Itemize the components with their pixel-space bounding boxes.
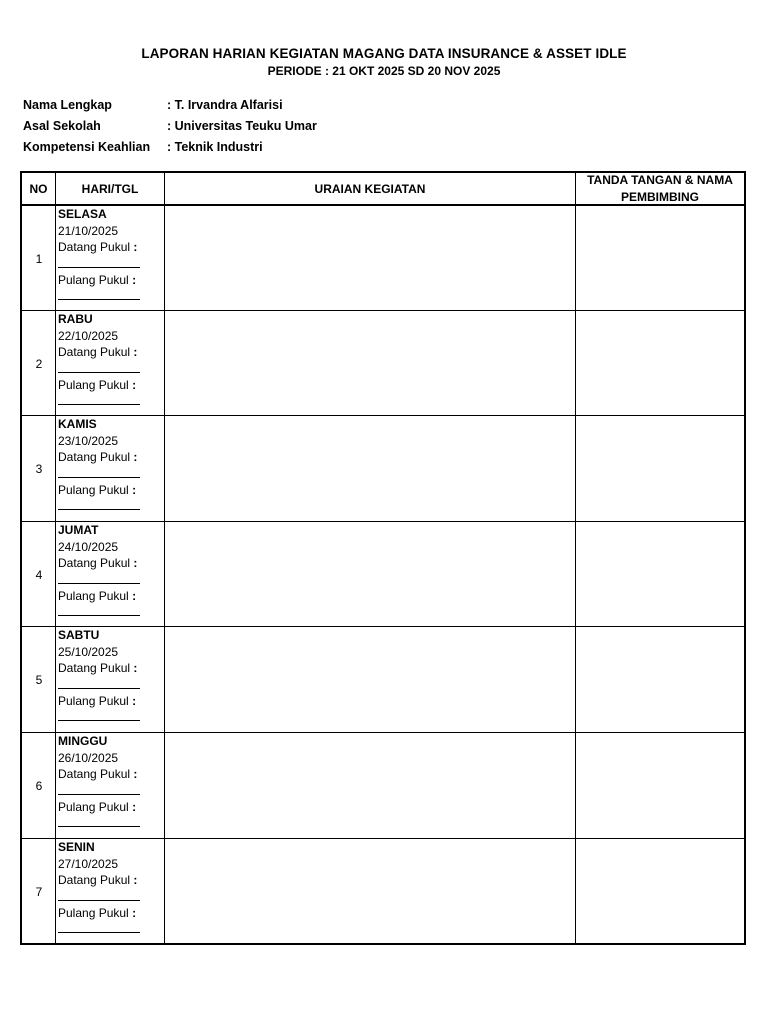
info-value: : Universitas Teuku Umar bbox=[167, 119, 317, 133]
leave-time-blank bbox=[58, 709, 140, 721]
header-signature: TANDA TANGAN & NAMA PEMBIMBING bbox=[587, 173, 733, 204]
header-no: NO bbox=[29, 181, 48, 196]
arrive-label: Datang Pukul bbox=[58, 767, 131, 781]
table-row bbox=[22, 627, 744, 732]
arrive-time-blank bbox=[58, 677, 140, 689]
row-number: 1 bbox=[35, 251, 43, 266]
leave-label: Pulang Pukul bbox=[58, 799, 129, 814]
day-name: JUMAT bbox=[58, 523, 99, 537]
arrive-time-blank bbox=[58, 572, 140, 584]
leave-label: Pulang Pukul bbox=[58, 482, 129, 497]
day-cell: MINGGU 26/10/2025 Datang Pukul : Pulang Pukul : bbox=[58, 733, 140, 831]
info-label: Nama Lengkap bbox=[23, 98, 112, 112]
arrive-time-blank bbox=[58, 361, 140, 373]
row-number: 2 bbox=[35, 356, 43, 371]
header-activity: URAIAN KEGIATAN bbox=[314, 181, 426, 196]
info-label: Asal Sekolah bbox=[23, 119, 101, 133]
arrive-time-blank bbox=[58, 889, 140, 901]
activity-table bbox=[20, 171, 746, 945]
arrive-label: Datang Pukul bbox=[58, 873, 131, 887]
leave-label: Pulang Pukul bbox=[58, 588, 129, 603]
arrive-label: Datang Pukul bbox=[58, 345, 131, 359]
date: 21/10/2025 bbox=[58, 223, 119, 238]
date: 26/10/2025 bbox=[58, 750, 119, 765]
arrive-label: Datang Pukul bbox=[58, 556, 131, 570]
arrive-label: Datang Pukul bbox=[58, 661, 131, 675]
arrive-label: Datang Pukul bbox=[58, 450, 131, 464]
header-day: HARI/TGL bbox=[81, 181, 139, 196]
row-number: 3 bbox=[35, 461, 43, 476]
arrive-time-blank bbox=[58, 466, 140, 478]
day-name: SELASA bbox=[58, 207, 107, 221]
leave-time-blank bbox=[58, 815, 140, 827]
day-cell: SELASA 21/10/2025 Datang Pukul : Pulang Pukul : bbox=[58, 206, 140, 304]
arrive-label: Datang Pukul bbox=[58, 240, 131, 254]
row-number: 4 bbox=[35, 567, 43, 582]
date: 23/10/2025 bbox=[58, 433, 119, 448]
arrive-time-blank bbox=[58, 783, 140, 795]
table-row bbox=[22, 206, 744, 311]
day-name: SABTU bbox=[58, 628, 100, 642]
day-cell: SENIN 27/10/2025 Datang Pukul : Pulang Pukul : bbox=[58, 839, 140, 937]
leave-time-blank bbox=[58, 288, 140, 300]
leave-label: Pulang Pukul bbox=[58, 272, 129, 287]
info-label: Kompetensi Keahlian bbox=[23, 140, 151, 154]
leave-time-blank bbox=[58, 498, 140, 510]
report-period: PERIODE : 21 OKT 2025 SD 20 NOV 2025 bbox=[267, 64, 501, 78]
day-name: SENIN bbox=[58, 840, 95, 854]
table-row bbox=[22, 416, 744, 521]
leave-label: Pulang Pukul bbox=[58, 905, 129, 920]
row-number: 7 bbox=[35, 884, 43, 899]
info-value: : T. Irvandra Alfarisi bbox=[167, 98, 283, 112]
day-cell: JUMAT 24/10/2025 Datang Pukul : Pulang Pukul : bbox=[58, 522, 140, 620]
report-title: LAPORAN HARIAN KEGIATAN MAGANG DATA INSURANCE & ASSET IDLE bbox=[141, 46, 627, 61]
leave-label: Pulang Pukul bbox=[58, 377, 129, 392]
table-row bbox=[22, 733, 744, 838]
day-name: KAMIS bbox=[58, 417, 97, 431]
leave-label: Pulang Pukul bbox=[58, 693, 129, 708]
day-name: RABU bbox=[58, 312, 93, 326]
day-cell: SABTU 25/10/2025 Datang Pukul : Pulang Pukul : bbox=[58, 627, 140, 725]
date: 22/10/2025 bbox=[58, 328, 119, 343]
day-cell: RABU 22/10/2025 Datang Pukul : Pulang Pukul : bbox=[58, 311, 140, 409]
info-value: : Teknik Industri bbox=[167, 140, 263, 154]
arrive-time-blank bbox=[58, 256, 140, 268]
table-row bbox=[22, 311, 744, 416]
day-cell: KAMIS 23/10/2025 Datang Pukul : Pulang Pukul : bbox=[58, 416, 140, 514]
date: 24/10/2025 bbox=[58, 539, 119, 554]
date: 27/10/2025 bbox=[58, 856, 119, 871]
leave-time-blank bbox=[58, 921, 140, 933]
date: 25/10/2025 bbox=[58, 644, 119, 659]
table-row bbox=[22, 522, 744, 627]
row-number: 5 bbox=[35, 672, 43, 687]
row-number: 6 bbox=[35, 778, 43, 793]
leave-time-blank bbox=[58, 604, 140, 616]
table-row bbox=[22, 839, 744, 944]
leave-time-blank bbox=[58, 393, 140, 405]
day-name: MINGGU bbox=[58, 734, 108, 748]
